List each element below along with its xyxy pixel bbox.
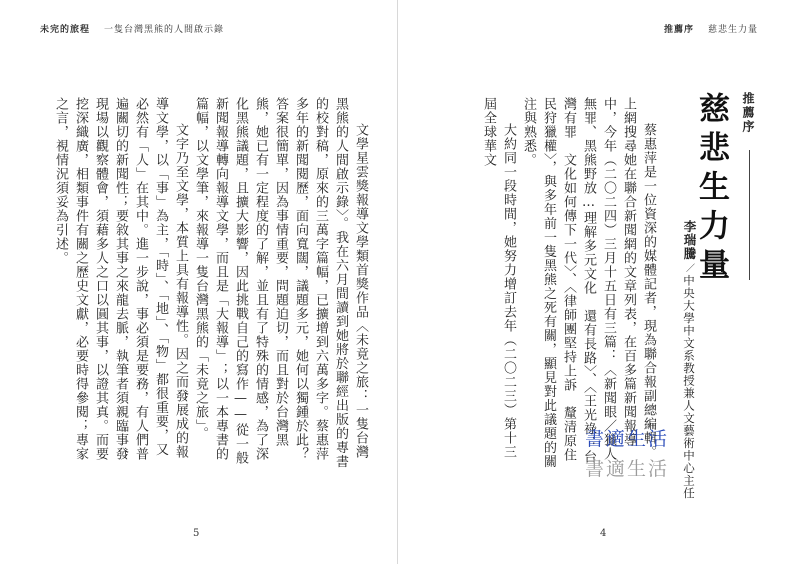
author-byline bbox=[680, 220, 698, 500]
page-gutter bbox=[397, 0, 398, 564]
author-affiliation: 中央大學中文系教授兼人文藝術中心主任 bbox=[682, 274, 696, 500]
right-page-body bbox=[470, 97, 658, 469]
right-paragraph-1: 蔡惠萍是一位資深的媒體記者，現為聯合報副總編輯。上網搜尋她在聯合新聞網的文章列表，在百多篇新聞報導中，今年（二〇二四）三月十五日有三篇：〈新聞眼／獵人無罪、黑熊野放…理解多元文化 還有長路〉、〈王光祿：台灣有罪 文化如何傳下一代〉、〈律師團堅持上訴 釐清原住民狩獵權〉，與多年前一隻黑熊之死有關，顯見對此議題的關注與熟悉。 bbox=[521, 97, 656, 469]
left-paragraph-1: 文學星雲獎報導文學類首獎作品〈未竟之旅：一隻台灣黑熊的人間啟示錄〉。我在六月間讀到她將於聯經出版的專書的校對稿，原來的三萬字篇幅，已擴增到六萬多字。蔡惠萍多年的新聞閱歷，面向寬闊，議題多元，她何以獨鍾於此？答案很簡單，因為事情重要，問題迫切，而且對於台灣黑熊，她已有一定程度的了解，並且有了特殊的情感，為了深化黑熊議題，且擴大影響，因此挑戰自己的寫作——從一般新聞報導轉向報導文學，而且是「大報導」；以一本專書的篇幅，以文學筆，來報導一隻台灣黑熊的「未竟之旅」。 bbox=[193, 97, 368, 469]
section-divider bbox=[749, 150, 750, 280]
book-subtitle: 一隻台灣黑熊的人間啟示錄 bbox=[104, 25, 225, 35]
left-paragraph-2: 文字乃至文學，本質上具有報導性。因之而發展成的報導文學，以「事」為主，「時」、「地」、「物」都很重要，又必然有「人」在其中。進一步說，事必須是要務，有人們普遍關切的新聞性；要敘其事之來龍去脈，執筆者須親臨事發現場以觀察體會，須藉多人之口以圓其事，以證其真。而要挖深織廣，相類事件有關之歷史文獻，必要時得參閱；專家之言，視情況須妥為引述。 bbox=[53, 97, 188, 461]
chapter-title: 慈悲生力量 bbox=[693, 92, 729, 287]
header-section: 推薦序 bbox=[663, 25, 694, 35]
author-name: 李瑞騰 bbox=[682, 220, 697, 261]
left-running-header bbox=[40, 22, 224, 35]
author-separator: ／ bbox=[684, 262, 694, 273]
right-page-number: 4 bbox=[600, 528, 607, 539]
book-title: 未完的旅程 bbox=[40, 25, 91, 35]
section-label: 推薦序 bbox=[741, 92, 755, 134]
watermark-primary: 書適生活 bbox=[585, 428, 670, 450]
left-page-body bbox=[30, 97, 370, 469]
watermark-secondary: 書適生活 bbox=[585, 458, 670, 480]
left-page-number: 5 bbox=[193, 528, 200, 539]
right-paragraph-2: 大約同一段時間，她努力增訂去年（二〇二三）第十三屆全球華文 bbox=[481, 97, 516, 459]
header-chapter-title: 慈悲生力量 bbox=[707, 25, 758, 35]
right-running-header bbox=[664, 22, 758, 35]
